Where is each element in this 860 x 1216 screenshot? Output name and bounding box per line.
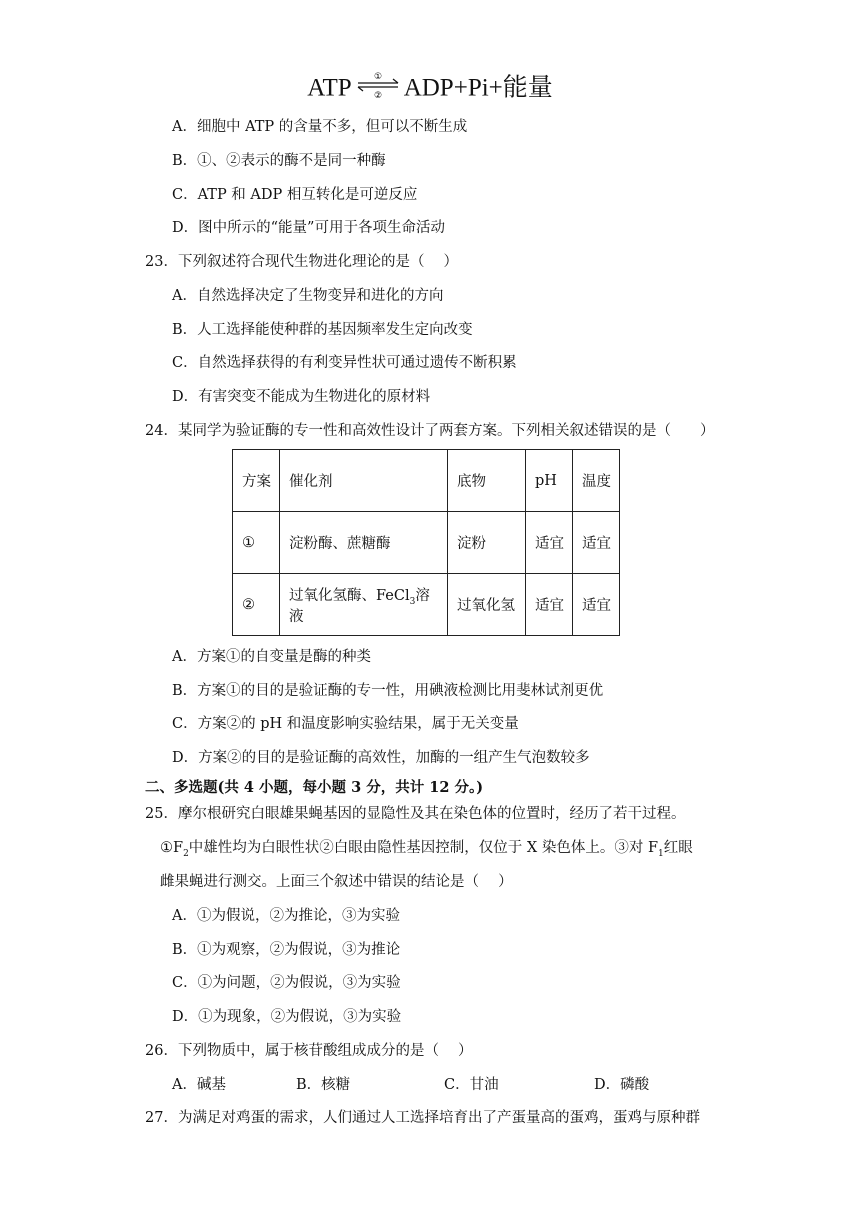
q24-scheme-table (232, 449, 620, 636)
table-header-cell: 底物 (448, 450, 526, 512)
q22-option-a: A．细胞中 ATP 的含量不多，但可以不断生成 (172, 119, 468, 135)
q24-option-b: B．方案①的目的是验证酶的专一性，用碘液检测比用斐林试剂更优 (172, 683, 604, 699)
table-cell: 过氧化氢 (448, 574, 526, 636)
text-run: 红眼 (663, 840, 693, 856)
atp-equation (0, 70, 860, 110)
reversible-arrow-icon (354, 70, 402, 110)
subscript: 2 (183, 848, 189, 859)
q22-option-d: D．图中所示的“能量”可用于各项生命活动 (172, 220, 445, 236)
q23-option-b: B．人工选择能使种群的基因频率发生定向改变 (172, 322, 473, 338)
catalyst-text: 过氧化氢酶、FeCl (289, 587, 410, 604)
q25-option-c: C．①为问题，②为假说，③为实验 (172, 975, 401, 991)
q26-option-a: A．碱基 (172, 1077, 226, 1093)
table-cell: ② (233, 574, 280, 636)
q26-option-d: D．磷酸 (594, 1077, 650, 1093)
q24-option-c: C．方案②的 pH 和温度影响实验结果，属于无关变量 (172, 716, 519, 732)
q26-option-c: C．甘油 (444, 1077, 499, 1093)
q23-option-d: D．有害突变不能成为生物进化的原材料 (172, 389, 431, 405)
subscript: 1 (658, 848, 664, 859)
text-run: ①F (160, 840, 184, 856)
text-run: 中雄性均为白眼性状②白眼由隐性基因控制，仅位于 X 染色体上。③对 F (188, 840, 659, 856)
q26-option-b: B．核糖 (296, 1077, 351, 1093)
catalyst-suffix: 溶液 (289, 587, 430, 625)
q25-option-a: A．①为假说，②为推论，③为实验 (172, 908, 400, 924)
table-header-cell: 催化剂 (280, 450, 448, 512)
q24-option-d: D．方案②的目的是验证酶的高效性，加酶的一组产生气泡数较多 (172, 750, 590, 766)
equation-left: ATP (307, 74, 352, 102)
q25-option-d: D．①为现象，②为假说，③为实验 (172, 1009, 402, 1025)
table-row (233, 512, 620, 574)
q25-stem: 25．摩尔根研究白眼雄果蝇基因的显隐性及其在染色体的位置时，经历了若干过程。 (145, 806, 686, 822)
q22-option-b: B．①、②表示的酶不是同一种酶 (172, 153, 386, 169)
section-title: 二、多选题(共 4 小题，每小题 3 分，共计 12 分。) (145, 779, 484, 796)
table-row (233, 574, 620, 636)
q26-stem: 26．下列物质中，属于核苷酸组成成分的是（ ） (145, 1043, 473, 1059)
q27-stem: 27．为满足对鸡蛋的需求，人们通过人工选择培育出了产蛋量高的蛋鸡，蛋鸡与原种群 (145, 1110, 700, 1126)
table-header-cell: 温度 (573, 450, 620, 512)
table-cell (280, 574, 448, 636)
q23-option-c: C．自然选择获得的有利变异性状可通过遗传不断积累 (172, 355, 517, 371)
table-cell: 淀粉酶、蔗糖酶 (280, 512, 448, 574)
table-header-cell: pH (526, 450, 573, 512)
table-cell: 淀粉 (448, 512, 526, 574)
q23-option-a: A．自然选择决定了生物变异和进化的方向 (172, 288, 444, 304)
table-cell: 适宜 (573, 574, 620, 636)
table-cell: ① (233, 512, 280, 574)
subscript: 3 (409, 596, 416, 607)
q23-stem: 23．下列叙述符合现代生物进化理论的是（ ） (145, 254, 459, 270)
arrow-top-label: ① (373, 72, 382, 82)
arrow-bottom-label: ② (373, 91, 382, 100)
q24-stem: 24．某同学为验证酶的专一性和高效性设计了两套方案。下列相关叙述错误的是（ ） (145, 423, 715, 439)
table-cell: 适宜 (526, 512, 573, 574)
q25-line-3: 雌果蝇进行测交。上面三个叙述中错误的结论是（ ） (160, 874, 513, 890)
table-header-row (233, 450, 620, 512)
table-cell: 适宜 (526, 574, 573, 636)
q24-option-a: A．方案①的自变量是酶的种类 (172, 649, 371, 665)
q22-option-c: C．ATP 和 ADP 相互转化是可逆反应 (172, 187, 418, 203)
table-cell: 适宜 (573, 512, 620, 574)
equation-right: ADP+Pi+能量 (403, 74, 553, 102)
table-header-cell: 方案 (233, 450, 280, 512)
q25-line-2 (160, 838, 693, 858)
q25-option-b: B．①为观察，②为假说，③为推论 (172, 942, 401, 958)
